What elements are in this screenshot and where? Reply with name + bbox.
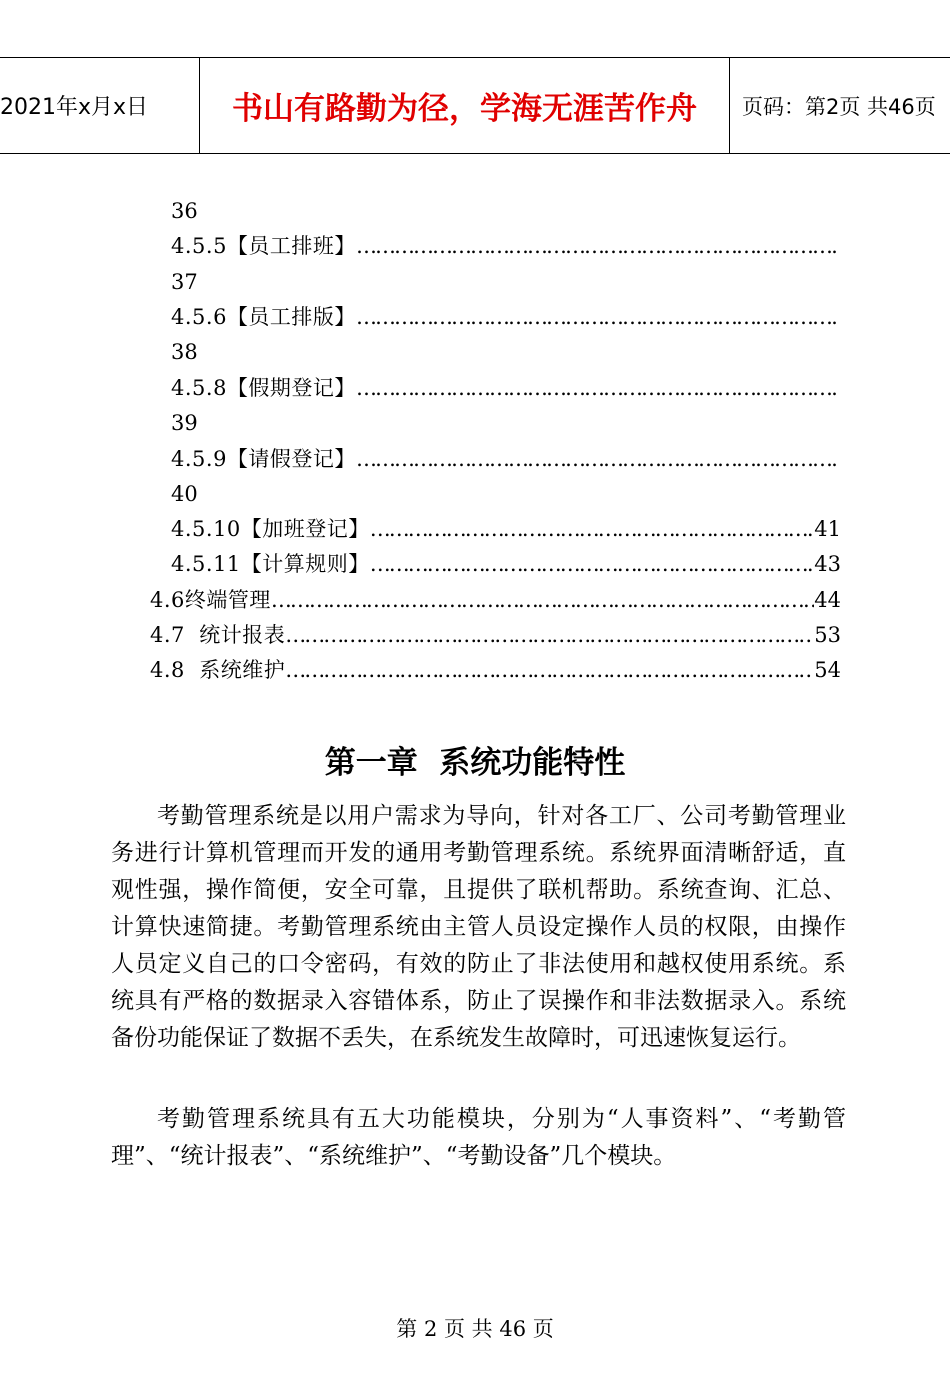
toc-leader-dots	[271, 584, 814, 616]
header-date: 2021年x月x日	[0, 58, 200, 153]
toc-entry-page: 53	[814, 623, 841, 647]
toc-entry[interactable]	[171, 230, 839, 262]
toc-page-number: 36	[171, 199, 198, 223]
toc-entry-label: 4.5.9【请假登记】	[171, 447, 356, 471]
body-paragraph: 考勤管理系统具有五大功能模块，分别为“人事资料”、“考勤管理”、“统计报表”、“系统维护”、“考勤设备”几个模块。	[111, 1106, 846, 1169]
toc-entry-label: 4.5.5【员工排班】	[171, 234, 356, 258]
header-page-info: 页码：第2页 共46页	[742, 94, 936, 119]
toc-entry-page: 54	[814, 658, 841, 682]
header-motto: 书山有路勤为径，学海无涯苦作舟	[200, 58, 730, 153]
toc-entry-label: 4.5.11【计算规则】	[171, 552, 370, 576]
toc-entry[interactable]	[171, 548, 841, 580]
toc-leader-dots	[370, 548, 814, 580]
toc-entry-label: 4.5.6【员工排版】	[171, 305, 356, 329]
toc-entry-page: 41	[814, 517, 841, 541]
chapter-title: 第一章 系统功能特性	[324, 745, 626, 781]
toc-entry[interactable]	[171, 513, 841, 545]
toc-entry-page: 44	[814, 588, 841, 612]
toc-entry[interactable]	[171, 372, 839, 404]
page-header	[0, 57, 950, 154]
body-paragraph: 考勤管理系统是以用户需求为导向，针对各工厂、公司考勤管理业务进行计算机管理而开发的通用考勤管理系统。系统界面清晰舒适，直观性强，操作简便，安全可靠，且提供了联机帮助。系统查询、汇总、计算快速简捷。考勤管理系统由主管人员设定操作人员的权限，由操作人员定义自己的口令密码，有效的防止了非法使用和越权使用系统。系统具有严格的数据录入容错体系，防止了误操作和非法数据录入。系统备份功能保证了数据不丢失，在系统发生故障时，可迅速恢复运行。	[111, 803, 846, 1051]
toc-leader-dots	[285, 654, 814, 686]
toc-entry-label: 4.6终端管理	[150, 588, 271, 612]
toc-leader-dots	[370, 513, 814, 545]
toc-page-number: 37	[171, 270, 198, 294]
page-footer: 第 2 页 共 46 页	[396, 1317, 554, 1341]
toc-page-number: 40	[171, 482, 198, 506]
toc-entry[interactable]	[150, 584, 841, 616]
toc-entry-label: 4.5.8【假期登记】	[171, 376, 356, 400]
toc-entry-label: 4.8 系统维护	[150, 658, 286, 682]
toc-entry[interactable]	[171, 443, 839, 475]
toc-page-number: 38	[171, 340, 198, 364]
toc-entry[interactable]	[150, 619, 841, 651]
toc-page-number: 39	[171, 411, 198, 435]
toc-leader-dots	[356, 372, 839, 404]
toc-leader-dots	[356, 301, 839, 333]
toc-leader-dots	[356, 230, 839, 262]
toc-entry-page: 43	[814, 552, 841, 576]
toc-leader-dots	[285, 619, 814, 651]
toc-entry-label: 4.5.10【加班登记】	[171, 517, 370, 541]
toc-entry-label: 4.7 统计报表	[150, 623, 286, 647]
toc-leader-dots	[356, 443, 839, 475]
toc-entry[interactable]	[150, 654, 841, 686]
toc-entry[interactable]	[171, 301, 839, 333]
